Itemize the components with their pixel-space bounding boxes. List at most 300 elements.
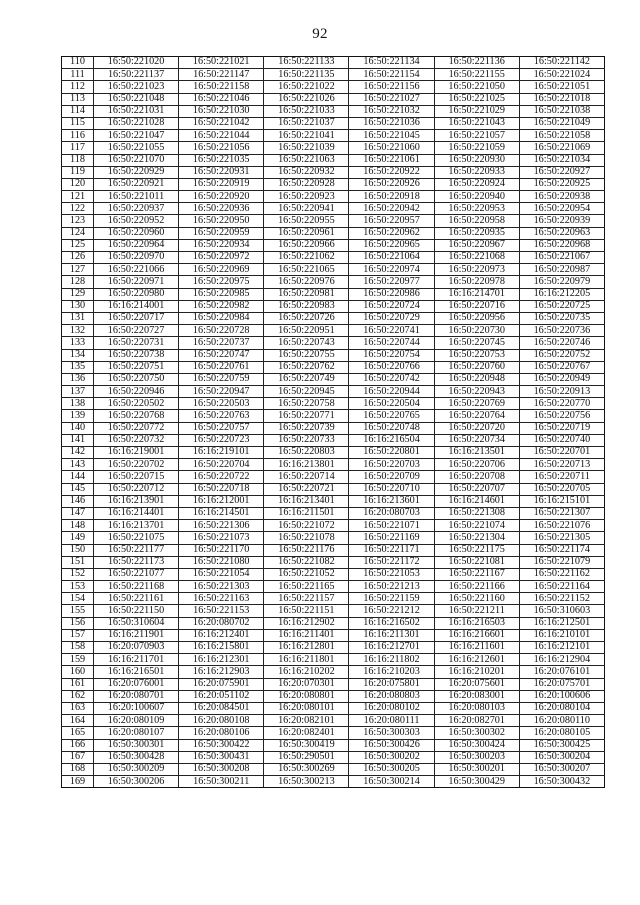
- row-number-cell: 115: [62, 117, 94, 129]
- row-number-cell: 133: [62, 337, 94, 349]
- cadastral-number-cell: 16:50:221026: [264, 93, 349, 105]
- row-number-cell: 158: [62, 642, 94, 654]
- cadastral-number-cell: 16:50:221058: [519, 130, 604, 142]
- table-row: [62, 264, 605, 276]
- cadastral-number-cell: 16:50:221168: [94, 581, 179, 593]
- table-row: [62, 227, 605, 239]
- cadastral-number-cell: 16:20:080106: [179, 727, 264, 739]
- row-number-cell: 134: [62, 349, 94, 361]
- cadastral-number-cell: 16:50:221063: [264, 154, 349, 166]
- cadastral-number-cell: 16:50:220709: [349, 471, 434, 483]
- cadastral-number-cell: 16:50:220956: [434, 312, 519, 324]
- cadastral-number-cell: 16:50:220730: [434, 325, 519, 337]
- cadastral-number-cell: 16:50:220931: [179, 166, 264, 178]
- table-row: [62, 556, 605, 568]
- table-row: [62, 191, 605, 203]
- cadastral-number-cell: 16:50:221073: [179, 532, 264, 544]
- cadastral-number-cell: 16:50:220950: [179, 215, 264, 227]
- cadastral-number-cell: 16:50:300205: [349, 763, 434, 775]
- cadastral-number-cell: 16:50:220754: [349, 349, 434, 361]
- table-row: [62, 544, 605, 556]
- table-row: [62, 690, 605, 702]
- table-row: [62, 751, 605, 763]
- row-number-cell: 121: [62, 191, 94, 203]
- table-row: [62, 349, 605, 361]
- cadastral-number-cell: 16:50:220722: [179, 471, 264, 483]
- table-row: [62, 69, 605, 81]
- cadastral-number-cell: 16:50:220925: [519, 178, 604, 190]
- table-row: [62, 142, 605, 154]
- cadastral-number-cell: 16:50:220969: [179, 264, 264, 276]
- table-row: [62, 605, 605, 617]
- row-number-cell: 146: [62, 495, 94, 507]
- cadastral-number-cell: 16:16:213701: [94, 520, 179, 532]
- cadastral-number-cell: 16:50:221070: [94, 154, 179, 166]
- cadastral-number-cell: 16:50:220769: [434, 398, 519, 410]
- cadastral-number-cell: 16:50:220760: [434, 361, 519, 373]
- cadastral-number-cell: 16:16:211701: [94, 654, 179, 666]
- cadastral-number-cell: 16:50:220943: [434, 386, 519, 398]
- cadastral-number-cell: 16:50:220959: [179, 227, 264, 239]
- cadastral-number-cell: 16:50:220741: [349, 325, 434, 337]
- cadastral-number-cell: 16:50:221171: [349, 544, 434, 556]
- cadastral-number-cell: 16:50:221066: [94, 264, 179, 276]
- table-row: [62, 483, 605, 495]
- cadastral-number-cell: 16:50:221068: [434, 252, 519, 264]
- cadastral-number-cell: 16:16:210201: [434, 666, 519, 678]
- cadastral-number-cell: 16:50:221307: [519, 507, 604, 519]
- cadastral-number-cell: 16:16:212902: [264, 617, 349, 629]
- cadastral-number-cell: 16:50:221060: [349, 142, 434, 154]
- cadastral-number-cell: 16:16:216501: [94, 666, 179, 678]
- cadastral-number-cell: 16:50:221305: [519, 532, 604, 544]
- cadastral-number-cell: 16:50:300214: [349, 776, 434, 788]
- cadastral-number-cell: 16:50:220976: [264, 276, 349, 288]
- cadastral-number-cell: 16:50:300432: [519, 776, 604, 788]
- cadastral-number-cell: 16:20:083001: [434, 690, 519, 702]
- cadastral-number-cell: 16:50:300202: [349, 751, 434, 763]
- cadastral-number-cell: 16:50:220755: [264, 349, 349, 361]
- cadastral-number-cell: 16:50:220705: [519, 483, 604, 495]
- cadastral-number-cell: 16:50:220954: [519, 203, 604, 215]
- cadastral-number-cell: 16:50:221053: [349, 568, 434, 580]
- row-number-cell: 140: [62, 422, 94, 434]
- cadastral-number-cell: 16:50:220728: [179, 325, 264, 337]
- cadastral-number-cell: 16:50:221172: [349, 556, 434, 568]
- table-row: [62, 776, 605, 788]
- cadastral-number-cell: 16:50:221027: [349, 93, 434, 105]
- cadastral-number-cell: 16:50:300269: [264, 763, 349, 775]
- cadastral-number-cell: 16:50:220926: [349, 178, 434, 190]
- cadastral-number-cell: 16:16:210101: [519, 629, 604, 641]
- table-row: [62, 568, 605, 580]
- cadastral-number-cell: 16:16:212401: [179, 629, 264, 641]
- cadastral-number-cell: 16:50:300422: [179, 739, 264, 751]
- cadastral-number-cell: 16:50:220965: [349, 239, 434, 251]
- cadastral-number-cell: 16:50:300431: [179, 751, 264, 763]
- cadastral-number-cell: 16:16:212501: [519, 617, 604, 629]
- cadastral-number-cell: 16:50:220932: [264, 166, 349, 178]
- cadastral-number-cell: 16:20:080108: [179, 715, 264, 727]
- cadastral-number-cell: 16:50:221152: [519, 593, 604, 605]
- cadastral-number-cell: 16:50:220939: [519, 215, 604, 227]
- cadastral-number-cell: 16:50:220704: [179, 459, 264, 471]
- table-row: [62, 410, 605, 422]
- cadastral-number-cell: 16:50:220762: [264, 361, 349, 373]
- cadastral-number-cell: 16:50:220503: [179, 398, 264, 410]
- cadastral-number-cell: 16:50:221156: [349, 81, 434, 93]
- cadastral-number-cell: 16:50:221036: [349, 117, 434, 129]
- row-number-cell: 168: [62, 763, 94, 775]
- cadastral-number-cell: 16:50:220975: [179, 276, 264, 288]
- cadastral-number-cell: 16:16:213801: [264, 459, 349, 471]
- cadastral-number-cell: 16:50:221165: [264, 581, 349, 593]
- row-number-cell: 141: [62, 434, 94, 446]
- row-number-cell: 166: [62, 739, 94, 751]
- cadastral-number-table: [61, 56, 605, 788]
- cadastral-number-cell: 16:50:220732: [94, 434, 179, 446]
- cadastral-number-cell: 16:50:221041: [264, 130, 349, 142]
- cadastral-number-cell: 16:50:221011: [94, 191, 179, 203]
- cadastral-number-cell: 16:50:220913: [519, 386, 604, 398]
- cadastral-number-cell: 16:50:220715: [94, 471, 179, 483]
- cadastral-number-cell: 16:50:221078: [264, 532, 349, 544]
- cadastral-number-cell: 16:16:213501: [434, 447, 519, 459]
- cadastral-number-cell: 16:50:221018: [519, 93, 604, 105]
- cadastral-number-cell: 16:50:221169: [349, 532, 434, 544]
- cadastral-number-cell: 16:50:220984: [179, 312, 264, 324]
- cadastral-number-cell: 16:50:220964: [94, 239, 179, 251]
- cadastral-number-cell: 16:50:220935: [434, 227, 519, 239]
- cadastral-number-cell: 16:50:221034: [519, 154, 604, 166]
- cadastral-number-cell: 16:50:220734: [434, 434, 519, 446]
- cadastral-number-cell: 16:50:220957: [349, 215, 434, 227]
- cadastral-number-cell: 16:50:220960: [94, 227, 179, 239]
- row-number-cell: 153: [62, 581, 94, 593]
- row-number-cell: 130: [62, 300, 94, 312]
- table-body: [62, 57, 605, 788]
- cadastral-number-cell: 16:50:221074: [434, 520, 519, 532]
- cadastral-number-cell: 16:50:221157: [264, 593, 349, 605]
- cadastral-number-cell: 16:50:220924: [434, 178, 519, 190]
- cadastral-number-cell: 16:16:212205: [519, 288, 604, 300]
- cadastral-number-cell: 16:20:075601: [434, 678, 519, 690]
- cadastral-number-cell: 16:50:220948: [434, 373, 519, 385]
- cadastral-number-cell: 16:50:300424: [434, 739, 519, 751]
- cadastral-number-cell: 16:50:221176: [264, 544, 349, 556]
- table-row: [62, 239, 605, 251]
- cadastral-number-cell: 16:50:290501: [264, 751, 349, 763]
- cadastral-number-cell: 16:50:220713: [519, 459, 604, 471]
- table-row: [62, 434, 605, 446]
- cadastral-number-cell: 16:50:220706: [434, 459, 519, 471]
- cadastral-number-cell: 16:50:221133: [264, 57, 349, 69]
- cadastral-number-cell: 16:20:080109: [94, 715, 179, 727]
- cadastral-number-cell: 16:50:221159: [349, 593, 434, 605]
- row-number-cell: 169: [62, 776, 94, 788]
- cadastral-number-cell: 16:50:220765: [349, 410, 434, 422]
- row-number-cell: 138: [62, 398, 94, 410]
- table-row: [62, 105, 605, 117]
- cadastral-number-cell: 16:50:300208: [179, 763, 264, 775]
- table-row: [62, 715, 605, 727]
- cadastral-number-cell: 16:50:220767: [519, 361, 604, 373]
- cadastral-number-cell: 16:50:220738: [94, 349, 179, 361]
- cadastral-number-cell: 16:20:082701: [434, 715, 519, 727]
- cadastral-number-cell: 16:50:221163: [179, 593, 264, 605]
- cadastral-number-cell: 16:50:300425: [519, 739, 604, 751]
- table-row: [62, 130, 605, 142]
- table-row: [62, 520, 605, 532]
- cadastral-number-cell: 16:50:220953: [434, 203, 519, 215]
- cadastral-number-cell: 16:20:080801: [264, 690, 349, 702]
- cadastral-number-cell: 16:50:221032: [349, 105, 434, 117]
- cadastral-number-cell: 16:16:214401: [94, 507, 179, 519]
- cadastral-number-cell: 16:20:100606: [519, 690, 604, 702]
- table-row: [62, 178, 605, 190]
- cadastral-number-cell: 16:50:220955: [264, 215, 349, 227]
- cadastral-number-cell: 16:20:100607: [94, 702, 179, 714]
- cadastral-number-cell: 16:50:221081: [434, 556, 519, 568]
- table-row: [62, 117, 605, 129]
- cadastral-number-cell: 16:16:214501: [179, 507, 264, 519]
- cadastral-number-cell: 16:50:221075: [94, 532, 179, 544]
- cadastral-number-cell: 16:50:300201: [434, 763, 519, 775]
- cadastral-number-cell: 16:20:080107: [94, 727, 179, 739]
- cadastral-number-cell: 16:16:214001: [94, 300, 179, 312]
- cadastral-number-cell: 16:50:220747: [179, 349, 264, 361]
- row-number-cell: 129: [62, 288, 94, 300]
- row-number-cell: 116: [62, 130, 94, 142]
- cadastral-number-cell: 16:50:220768: [94, 410, 179, 422]
- table-row: [62, 276, 605, 288]
- table-row: [62, 654, 605, 666]
- row-number-cell: 137: [62, 386, 94, 398]
- table-row: [62, 459, 605, 471]
- row-number-cell: 117: [62, 142, 94, 154]
- cadastral-number-cell: 16:50:220951: [264, 325, 349, 337]
- row-number-cell: 126: [62, 252, 94, 264]
- cadastral-number-cell: 16:50:220966: [264, 239, 349, 251]
- cadastral-number-cell: 16:50:221071: [349, 520, 434, 532]
- cadastral-number-cell: 16:20:080803: [349, 690, 434, 702]
- cadastral-number-cell: 16:16:211601: [434, 642, 519, 654]
- cadastral-number-cell: 16:50:221061: [349, 154, 434, 166]
- cadastral-number-cell: 16:50:221155: [434, 69, 519, 81]
- cadastral-number-cell: 16:50:221062: [264, 252, 349, 264]
- cadastral-number-cell: 16:50:220927: [519, 166, 604, 178]
- cadastral-number-cell: 16:50:300426: [349, 739, 434, 751]
- row-number-cell: 161: [62, 678, 94, 690]
- cadastral-number-cell: 16:50:220933: [434, 166, 519, 178]
- table-row: [62, 361, 605, 373]
- table-row: [62, 166, 605, 178]
- cadastral-number-cell: 16:50:220744: [349, 337, 434, 349]
- cadastral-number-cell: 16:50:220770: [519, 398, 604, 410]
- cadastral-number-cell: 16:50:220936: [179, 203, 264, 215]
- cadastral-number-cell: 16:50:221077: [94, 568, 179, 580]
- row-number-cell: 157: [62, 629, 94, 641]
- cadastral-number-cell: 16:50:300419: [264, 739, 349, 751]
- cadastral-number-cell: 16:50:220752: [519, 349, 604, 361]
- table-row: [62, 93, 605, 105]
- cadastral-number-cell: 16:16:213401: [264, 495, 349, 507]
- cadastral-number-cell: 16:50:220758: [264, 398, 349, 410]
- cadastral-number-cell: 16:50:220717: [94, 312, 179, 324]
- cadastral-number-cell: 16:50:221044: [179, 130, 264, 142]
- table-row: [62, 763, 605, 775]
- row-number-cell: 110: [62, 57, 94, 69]
- cadastral-number-cell: 16:50:220973: [434, 264, 519, 276]
- cadastral-number-cell: 16:50:220979: [519, 276, 604, 288]
- cadastral-number-cell: 16:50:220711: [519, 471, 604, 483]
- cadastral-number-cell: 16:50:221137: [94, 69, 179, 81]
- cadastral-number-cell: 16:50:220803: [264, 447, 349, 459]
- cadastral-number-cell: 16:50:220928: [264, 178, 349, 190]
- cadastral-number-cell: 16:50:300204: [519, 751, 604, 763]
- cadastral-number-cell: 16:50:221153: [179, 605, 264, 617]
- cadastral-number-cell: 16:16:212601: [434, 654, 519, 666]
- cadastral-number-cell: 16:50:220919: [179, 178, 264, 190]
- row-number-cell: 155: [62, 605, 94, 617]
- cadastral-number-cell: 16:50:220940: [434, 191, 519, 203]
- cadastral-number-cell: 16:20:080111: [349, 715, 434, 727]
- cadastral-number-cell: 16:50:220721: [264, 483, 349, 495]
- cadastral-number-cell: 16:20:075701: [519, 678, 604, 690]
- cadastral-number-cell: 16:20:080105: [519, 727, 604, 739]
- cadastral-number-cell: 16:50:220743: [264, 337, 349, 349]
- cadastral-number-cell: 16:50:221142: [519, 57, 604, 69]
- cadastral-number-cell: 16:20:082101: [264, 715, 349, 727]
- cadastral-number-cell: 16:50:221170: [179, 544, 264, 556]
- cadastral-number-cell: 16:50:221035: [179, 154, 264, 166]
- cadastral-number-cell: 16:20:075801: [349, 678, 434, 690]
- cadastral-number-cell: 16:50:220944: [349, 386, 434, 398]
- cadastral-number-cell: 16:50:220724: [349, 300, 434, 312]
- cadastral-number-cell: 16:16:212001: [179, 495, 264, 507]
- cadastral-number-cell: 16:50:221080: [179, 556, 264, 568]
- cadastral-number-cell: 16:50:300301: [94, 739, 179, 751]
- cadastral-number-cell: 16:50:221048: [94, 93, 179, 105]
- cadastral-number-cell: 16:50:220958: [434, 215, 519, 227]
- cadastral-number-cell: 16:50:220981: [264, 288, 349, 300]
- cadastral-number-cell: 16:50:220701: [519, 447, 604, 459]
- cadastral-number-cell: 16:50:220962: [349, 227, 434, 239]
- cadastral-number-cell: 16:16:212801: [264, 642, 349, 654]
- cadastral-number-cell: 16:20:080102: [349, 702, 434, 714]
- cadastral-number-cell: 16:50:221042: [179, 117, 264, 129]
- row-number-cell: 122: [62, 203, 94, 215]
- cadastral-number-cell: 16:50:220974: [349, 264, 434, 276]
- cadastral-number-cell: 16:50:220946: [94, 386, 179, 398]
- cadastral-number-cell: 16:16:211901: [94, 629, 179, 641]
- cadastral-number-cell: 16:50:221175: [434, 544, 519, 556]
- table-row: [62, 581, 605, 593]
- row-number-cell: 120: [62, 178, 94, 190]
- row-number-cell: 118: [62, 154, 94, 166]
- cadastral-number-cell: 16:50:220922: [349, 166, 434, 178]
- cadastral-number-cell: 16:50:300429: [434, 776, 519, 788]
- cadastral-number-cell: 16:50:220983: [264, 300, 349, 312]
- cadastral-number-cell: 16:50:221031: [94, 105, 179, 117]
- row-number-cell: 112: [62, 81, 94, 93]
- table-row: [62, 252, 605, 264]
- cadastral-number-cell: 16:50:300209: [94, 763, 179, 775]
- row-number-cell: 163: [62, 702, 94, 714]
- cadastral-number-cell: 16:50:221161: [94, 593, 179, 605]
- cadastral-number-cell: 16:50:300428: [94, 751, 179, 763]
- cadastral-number-cell: 16:20:075901: [179, 678, 264, 690]
- row-number-cell: 150: [62, 544, 94, 556]
- table-row: [62, 666, 605, 678]
- cadastral-number-cell: 16:20:080101: [264, 702, 349, 714]
- row-number-cell: 142: [62, 447, 94, 459]
- cadastral-number-cell: 16:50:220947: [179, 386, 264, 398]
- cadastral-number-cell: 16:16:212904: [519, 654, 604, 666]
- cadastral-number-cell: 16:50:221024: [519, 69, 604, 81]
- cadastral-number-cell: 16:16:210203: [349, 666, 434, 678]
- cadastral-number-cell: 16:50:220727: [94, 325, 179, 337]
- table-row: [62, 507, 605, 519]
- cadastral-number-cell: 16:50:221025: [434, 93, 519, 105]
- cadastral-number-cell: 16:16:213901: [94, 495, 179, 507]
- cadastral-number-cell: 16:50:221021: [179, 57, 264, 69]
- cadastral-number-cell: 16:50:220746: [519, 337, 604, 349]
- row-number-cell: 147: [62, 507, 94, 519]
- cadastral-number-cell: 16:16:216601: [434, 629, 519, 641]
- cadastral-number-cell: 16:50:220977: [349, 276, 434, 288]
- table-row: [62, 593, 605, 605]
- table-row: [62, 629, 605, 641]
- cadastral-number-cell: 16:50:220707: [434, 483, 519, 495]
- table-row: [62, 398, 605, 410]
- cadastral-number-cell: 16:50:220719: [519, 422, 604, 434]
- cadastral-number-cell: 16:50:220733: [264, 434, 349, 446]
- cadastral-number-cell: 16:50:220978: [434, 276, 519, 288]
- cadastral-number-cell: 16:20:070903: [94, 642, 179, 654]
- cadastral-number-cell: 16:50:220725: [519, 300, 604, 312]
- cadastral-number-cell: 16:50:221213: [349, 581, 434, 593]
- table-row: [62, 325, 605, 337]
- cadastral-number-cell: 16:50:220987: [519, 264, 604, 276]
- cadastral-number-cell: 16:50:220736: [519, 325, 604, 337]
- cadastral-number-cell: 16:50:220731: [94, 337, 179, 349]
- cadastral-number-cell: 16:50:300303: [349, 727, 434, 739]
- cadastral-number-cell: 16:50:220967: [434, 239, 519, 251]
- cadastral-number-cell: 16:50:221306: [179, 520, 264, 532]
- cadastral-number-cell: 16:50:221135: [264, 69, 349, 81]
- cadastral-number-cell: 16:50:220961: [264, 227, 349, 239]
- cadastral-number-cell: 16:50:221023: [94, 81, 179, 93]
- cadastral-number-cell: 16:16:212903: [179, 666, 264, 678]
- cadastral-number-cell: 16:50:220751: [94, 361, 179, 373]
- cadastral-number-cell: 16:50:220918: [349, 191, 434, 203]
- cadastral-number-cell: 16:50:221030: [179, 105, 264, 117]
- cadastral-number-cell: 16:50:221039: [264, 142, 349, 154]
- row-number-cell: 135: [62, 361, 94, 373]
- cadastral-number-cell: 16:50:220712: [94, 483, 179, 495]
- cadastral-number-cell: 16:50:221028: [94, 117, 179, 129]
- row-number-cell: 131: [62, 312, 94, 324]
- cadastral-number-cell: 16:50:220702: [94, 459, 179, 471]
- cadastral-number-cell: 16:50:220982: [179, 300, 264, 312]
- cadastral-number-cell: 16:50:221304: [434, 532, 519, 544]
- cadastral-number-cell: 16:50:220504: [349, 398, 434, 410]
- row-number-cell: 111: [62, 69, 94, 81]
- cadastral-number-cell: 16:16:215101: [519, 495, 604, 507]
- cadastral-number-cell: 16:50:221045: [349, 130, 434, 142]
- cadastral-number-cell: 16:50:220986: [349, 288, 434, 300]
